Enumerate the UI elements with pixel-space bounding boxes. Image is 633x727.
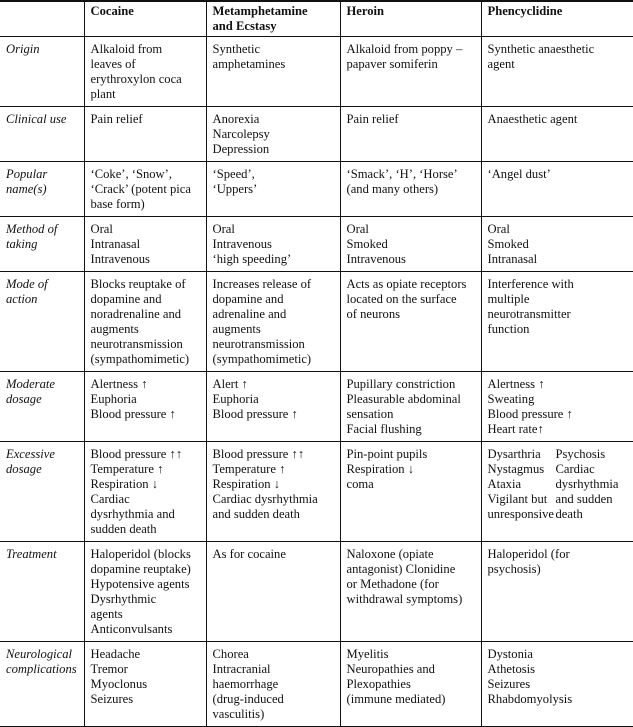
cell-line: Naloxone (opiate [346, 547, 434, 561]
row-label [0, 162, 84, 217]
cell-line: vasculitis) [212, 707, 265, 721]
row-label-line: Excessive [6, 447, 55, 461]
cell-line: ‘Speed’, [212, 167, 255, 181]
cell-line: located on the surface [346, 292, 457, 306]
cell-pcp [481, 107, 633, 162]
cell-line: Pain relief [346, 112, 399, 126]
cell-line: Interference with [487, 277, 574, 291]
cell-line: Oral [487, 222, 510, 236]
cell-line: Cardiac [555, 462, 595, 476]
row-neurological-complications [0, 642, 633, 727]
cell-heroin [340, 162, 481, 217]
row-label-line: name(s) [6, 182, 47, 196]
row-label [0, 217, 84, 272]
cell-meth [206, 37, 340, 107]
cell-line: Anorexia [212, 112, 260, 126]
cell-line: function [487, 322, 530, 336]
cell-line: Cardiac [90, 492, 130, 506]
cell-line: Alertness ↑ [487, 377, 545, 391]
cell-line: Dystonia [487, 647, 533, 661]
cell-line: base form) [90, 197, 145, 211]
cell-pcp [481, 372, 633, 442]
cell-line: Blood pressure ↑ [90, 407, 176, 421]
cell-line: ‘Smack’, ‘H’, ‘Horse’ [346, 167, 458, 181]
cell-pcp [481, 642, 633, 727]
cell-line: Synthetic [212, 42, 261, 56]
row-label-line: complications [6, 662, 77, 676]
cell-meth [206, 107, 340, 162]
cell-cocaine [84, 372, 206, 442]
cell-line: of neurons [346, 307, 401, 321]
row-label-line: Method of [6, 222, 58, 236]
row-label-line: Moderate [6, 377, 55, 391]
cell-cocaine [84, 162, 206, 217]
cell-line: and sudden [555, 492, 613, 506]
cell-line: coma [346, 477, 374, 491]
cell-meth [206, 642, 340, 727]
cell-line: Acts as opiate receptors [346, 277, 467, 291]
cell-line: ‘high speeding’ [212, 252, 292, 266]
cell-line: Alkaloid from [90, 42, 163, 56]
cell-line: Pin-point pupils [346, 447, 428, 461]
cell-line: dysrhythmia [555, 477, 619, 491]
cell-meth [206, 442, 340, 542]
cell-line: neurotransmitter [487, 307, 571, 321]
row-excessive-dosage [0, 442, 633, 542]
row-label-line: taking [6, 237, 38, 251]
row-label: Treatment [0, 542, 84, 642]
cell-line: Temperature ↑ [212, 462, 286, 476]
cell-line: (and many others) [346, 182, 439, 196]
cell-line: Synthetic anaesthetic [487, 42, 595, 56]
cell-line: Alkaloid from poppy – [346, 42, 463, 56]
header-meth-line: Metamphetamine [212, 4, 308, 18]
row-label [0, 372, 84, 442]
cell-line: As for cocaine [212, 547, 286, 561]
cell-meth [206, 272, 340, 372]
row-label-line: dosage [6, 392, 42, 406]
cell-line: neurotransmission [212, 337, 305, 351]
cell-line: Rhabdomyolysis [487, 692, 573, 706]
cell-line: death [555, 507, 583, 521]
cell-line: dysrhythmia and [90, 507, 175, 521]
row-moderate-dosage [0, 372, 633, 442]
row-label-line: Popular [6, 167, 48, 181]
header-phencyclidine: Phencyclidine [481, 1, 633, 37]
cell-pcp [481, 162, 633, 217]
cell-line: Sweating [487, 392, 535, 406]
row-label-line: dosage [6, 462, 42, 476]
cell-line: dopamine and [212, 292, 284, 306]
cell-line: Nystagmus [487, 462, 545, 476]
cell-cocaine [84, 442, 206, 542]
cell-line: Pleasurable abdominal [346, 392, 461, 406]
cell-line: Athetosis [487, 662, 536, 676]
header-heroin: Heroin [340, 1, 481, 37]
cell-line: Headache [90, 647, 141, 661]
cell-line: Intranasal [487, 252, 538, 266]
header-metamphetamine [206, 1, 340, 37]
cell-line: haemorrhage [212, 677, 279, 691]
cell-line: erythroxylon coca [90, 72, 182, 86]
row-treatment [0, 542, 633, 642]
row-label [0, 642, 84, 727]
cell-line: amphetamines [212, 57, 286, 71]
cell-line: Blood pressure ↑ [487, 407, 573, 421]
cell-line: Respiration ↓ [90, 477, 159, 491]
cell-line: Depression [212, 142, 270, 156]
cell-line: psychosis) [487, 562, 541, 576]
cell-heroin [340, 542, 481, 642]
cell-line: Psychosis [555, 447, 606, 461]
cell-line: Euphoria [90, 392, 137, 406]
cell-line: Temperature ↑ [90, 462, 164, 476]
cell-line: Heart rate↑ [487, 422, 544, 436]
cell-line: sudden death [90, 522, 157, 536]
cell-line: Respiration ↓ [212, 477, 281, 491]
cell-cocaine [84, 642, 206, 727]
cell-line: Intravenous [90, 252, 150, 266]
cell-cocaine [84, 107, 206, 162]
cell-line: Plexopathies [346, 677, 411, 691]
cell-pcp [481, 37, 633, 107]
cell-line: (sympathomimetic) [212, 352, 312, 366]
cell-line: Intracranial [212, 662, 271, 676]
cell-line: Myelitis [346, 647, 389, 661]
cell-heroin [340, 217, 481, 272]
cell-line: dopamine reuptake) [90, 562, 191, 576]
cell-line: plant [90, 87, 116, 101]
cell-pcp [481, 272, 633, 372]
cell-line: antagonist) Clonidine [346, 562, 456, 576]
cell-line: leaves of [90, 57, 136, 71]
cell-heroin [340, 37, 481, 107]
cell-line: withdrawal symptoms) [346, 592, 463, 606]
row-method-of-taking [0, 217, 633, 272]
cell-line: Pupillary constriction [346, 377, 456, 391]
cell-line: agents [90, 607, 123, 621]
cell-line: Haloperidol (for [487, 547, 570, 561]
cell-line: Oral [346, 222, 369, 236]
cell-pcp [481, 442, 633, 542]
cell-line: Intranasal [90, 237, 141, 251]
cell-line: augments [90, 322, 139, 336]
cell-line: Euphoria [212, 392, 259, 406]
cell-line: Blood pressure ↑↑ [90, 447, 183, 461]
cell-line: dopamine and [90, 292, 162, 306]
row-label: Origin [0, 37, 84, 107]
cell-line: multiple [487, 292, 530, 306]
cell-line: Dysrhythmic [90, 592, 157, 606]
cell-heroin [340, 107, 481, 162]
row-mode-of-action [0, 272, 633, 372]
cell-line: Anticonvulsants [90, 622, 173, 636]
cell-line: Intravenous [346, 252, 406, 266]
pcp-excessive-left [488, 447, 554, 522]
row-origin [0, 37, 633, 107]
cell-line: (immune mediated) [346, 692, 446, 706]
cell-heroin [340, 642, 481, 727]
cell-line: Respiration ↓ [346, 462, 415, 476]
row-label-line: Mode of [6, 277, 48, 291]
pcp-excessive-grid [488, 447, 630, 522]
cell-line: Increases release of [212, 277, 312, 291]
cell-heroin [340, 272, 481, 372]
row-label [0, 272, 84, 372]
cell-line: Smoked [487, 237, 529, 251]
cell-line: Narcolepsy [212, 127, 270, 141]
cell-cocaine [84, 542, 206, 642]
cell-line: and sudden death [212, 507, 300, 521]
cell-line: Hypotensive agents [90, 577, 190, 591]
cell-line: ‘Uppers’ [212, 182, 258, 196]
cell-line: Seizures [487, 677, 531, 691]
cell-cocaine [84, 272, 206, 372]
cell-line: ‘Crack’ (potent pica [90, 182, 191, 196]
row-label-line: action [6, 292, 38, 306]
cell-line: Haloperidol (blocks [90, 547, 191, 561]
header-cocaine: Cocaine [84, 1, 206, 37]
cell-line: Alert ↑ [212, 377, 248, 391]
cell-line: sensation [346, 407, 394, 421]
cell-line: Facial flushing [346, 422, 422, 436]
cell-line: Tremor [90, 662, 128, 676]
cell-line: Blood pressure ↑ [212, 407, 298, 421]
header-row [0, 1, 633, 37]
row-label: Clinical use [0, 107, 84, 162]
header-blank [0, 1, 84, 37]
cell-line: (drug-induced [212, 692, 284, 706]
pcp-excessive-right [556, 447, 632, 522]
cell-line: ‘Angel dust’ [487, 167, 551, 181]
cell-meth [206, 372, 340, 442]
cell-line: Neuropathies and [346, 662, 435, 676]
cell-line: Smoked [346, 237, 388, 251]
cell-pcp [481, 542, 633, 642]
cell-heroin [340, 442, 481, 542]
cell-line: Pain relief [90, 112, 143, 126]
cell-cocaine [84, 37, 206, 107]
cell-line: Blood pressure ↑↑ [212, 447, 305, 461]
cell-line: Blocks reuptake of [90, 277, 186, 291]
cell-line: Cardiac dysrhythmia [212, 492, 318, 506]
cell-cocaine [84, 217, 206, 272]
cell-meth [206, 542, 340, 642]
cell-line: Oral [90, 222, 113, 236]
cell-line: papaver somiferin [346, 57, 438, 71]
row-label [0, 442, 84, 542]
cell-line: noradrenaline and [90, 307, 182, 321]
row-clinical-use [0, 107, 633, 162]
cell-line: ‘Coke’, ‘Snow’, [90, 167, 172, 181]
cell-line: Myoclonus [90, 677, 148, 691]
cell-line: Oral [212, 222, 235, 236]
cell-line: Ataxia [487, 477, 522, 491]
cell-line: Vigilant but [487, 492, 548, 506]
cell-line: Dysarthria [487, 447, 541, 461]
cell-heroin [340, 372, 481, 442]
cell-pcp [481, 217, 633, 272]
cell-line: or Methadone (for [346, 577, 439, 591]
cell-line: Anaesthetic agent [487, 112, 578, 126]
cell-meth [206, 217, 340, 272]
cell-line: Seizures [90, 692, 134, 706]
cell-line: augments [212, 322, 261, 336]
row-popular-names [0, 162, 633, 217]
cell-meth [206, 162, 340, 217]
cell-line: unresponsive [487, 507, 554, 521]
cell-line: Alertness ↑ [90, 377, 148, 391]
cell-line: agent [487, 57, 515, 71]
cell-line: Chorea [212, 647, 249, 661]
header-meth-line: and Ecstasy [212, 19, 277, 33]
row-label-line: Neurological [6, 647, 72, 661]
cell-line: neurotransmission [90, 337, 183, 351]
cell-line: adrenaline and [212, 307, 287, 321]
cell-line: (sympathomimetic) [90, 352, 190, 366]
cell-line: Intravenous [212, 237, 272, 251]
